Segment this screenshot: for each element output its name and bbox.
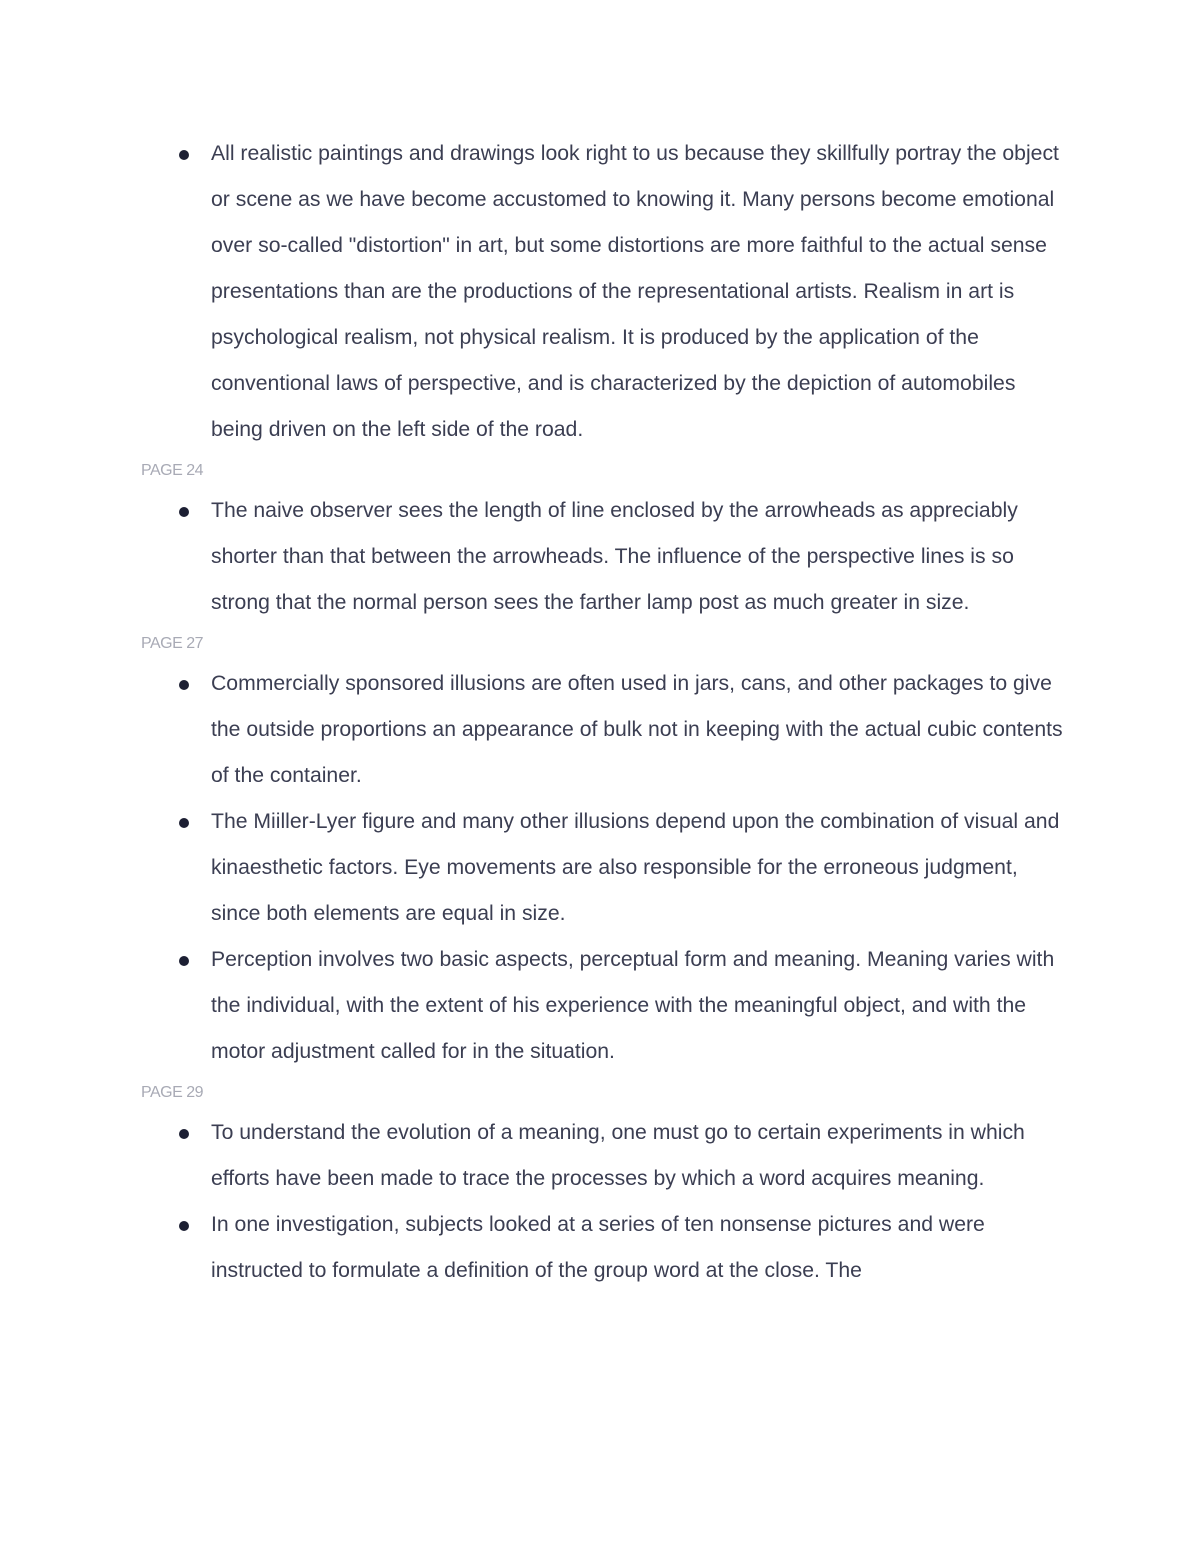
bullet-icon	[179, 150, 189, 160]
list-item	[211, 799, 1071, 937]
bullet-icon	[179, 680, 189, 690]
bullet-text: All realistic paintings and drawings look right to us because they skillfully portray the object or scene as we have become accustomed to knowing it. Many persons become emotional over so-called "distortion" in art, but some distortions are more faithful to the actual sense presentations than are the productions of the representational artists. Realism in art is psychological realism, not physical realism. It is produced by the application of the conventional laws of perspective, and is characterized by the depiction of automobiles being driven on the left side of the road.	[211, 142, 1059, 441]
bullet-icon	[179, 1221, 189, 1231]
bullet-icon	[179, 956, 189, 966]
page-marker: PAGE 27	[141, 635, 204, 652]
bullet-icon	[179, 507, 189, 517]
bullet-list-page-24	[0, 488, 1200, 626]
bullet-list-page-27	[0, 661, 1200, 1075]
page-marker: PAGE 29	[141, 1084, 204, 1101]
document-content	[0, 131, 1200, 1294]
list-item	[211, 488, 1071, 626]
bullet-text: To understand the evolution of a meaning, one must go to certain experiments in which efforts have been made to trace the processes by which a word acquires meaning.	[211, 1121, 1025, 1190]
list-item	[211, 937, 1071, 1075]
bullet-text: Commercially sponsored illusions are often used in jars, cans, and other packages to give the outside proportions an appearance of bulk not in keeping with the actual cubic contents of the container.	[211, 672, 1063, 787]
bullet-icon	[179, 818, 189, 828]
page-marker: PAGE 24	[141, 462, 204, 479]
list-item	[211, 131, 1071, 453]
list-item	[211, 1110, 1071, 1202]
bullet-text: Perception involves two basic aspects, perceptual form and meaning. Meaning varies with the individual, with the extent of his experience with the meaningful object, and with the motor adjustment called for in the situation.	[211, 948, 1055, 1063]
list-item	[211, 1202, 1071, 1294]
bullet-text: The naive observer sees the length of line enclosed by the arrowheads as appreciably shorter than that between the arrowheads. The influence of the perspective lines is so strong that the normal person sees the farther lamp post as much greater in size.	[211, 499, 1018, 614]
bullet-text: The Miiller-Lyer figure and many other illusions depend upon the combination of visual and kinaesthetic factors. Eye movements are also responsible for the erroneous judgment, since both elements are equal in size.	[211, 810, 1060, 925]
bullet-list-page-29	[0, 1110, 1200, 1294]
bullet-list-intro	[0, 131, 1200, 453]
bullet-icon	[179, 1129, 189, 1139]
list-item	[211, 661, 1071, 799]
bullet-text: In one investigation, subjects looked at a series of ten nonsense pictures and were instructed to formulate a definition of the group word at the close. The	[211, 1213, 985, 1282]
